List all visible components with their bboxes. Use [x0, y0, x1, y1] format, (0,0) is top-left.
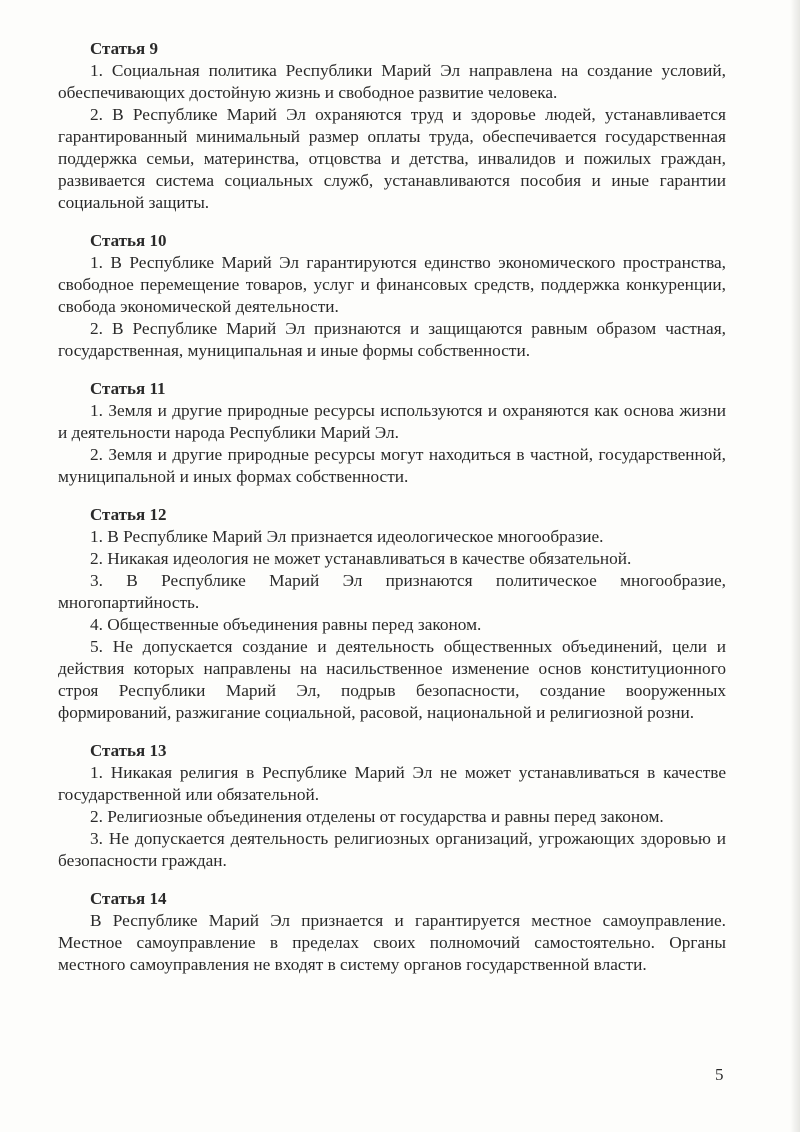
page-edge-shadow — [790, 0, 800, 1132]
article-title: Статья 11 — [90, 379, 166, 398]
article-13 — [58, 740, 726, 872]
article-paragraph: 2. В Республике Марий Эл признаются и защищаются равным образом частная, государственная, муниципальная и иные формы собственности. — [58, 319, 726, 360]
article-paragraph: 2. В Республике Марий Эл охраняются труд и здоровье людей, устанавливается гарантированный минимальный размер оплаты труда, обеспечивается государственная поддержка семьи, материнства, отцовства и детства, инвалидов и пожилых граждан, развивается система социальных служб, устанавливаются пособия и иные гарантии социальной защиты. — [58, 105, 726, 212]
article-title: Статья 10 — [90, 231, 167, 250]
article-paragraph: 1. Никакая религия в Республике Марий Эл не может устанавливаться в качестве государственной или обязательной. — [58, 763, 726, 804]
article-title: Статья 14 — [90, 889, 167, 908]
article-title: Статья 13 — [90, 741, 167, 760]
article-paragraph: В Республике Марий Эл признается и гарантируется местное самоуправление. Местное самоуправление в пределах своих полномочий самостоятельно. Органы местного самоуправления не входят в систему органов государственной власти. — [58, 911, 726, 974]
article-title: Статья 12 — [90, 505, 167, 524]
article-paragraph: 1. В Республике Марий Эл признается идеологическое многообразие. — [90, 527, 604, 546]
article-10 — [58, 230, 726, 362]
article-paragraph: 2. Никакая идеология не может устанавливаться в качестве обязательной. — [90, 549, 632, 568]
article-paragraph: 1. Земля и другие природные ресурсы используются и охраняются как основа жизни и деятельности народа Республики Марий Эл. — [58, 401, 726, 442]
article-paragraph: 4. Общественные объединения равны перед законом. — [90, 615, 482, 634]
article-paragraph: 5. Не допускается создание и деятельность общественных объединений, цели и действия которых направлены на насильственное изменение основ конституционного строя Республики Марий Эл, подрыв безопасности, создание вооруженных формирований, разжигание социальной, расовой, национальной и религиозной розни. — [58, 637, 726, 722]
article-paragraph: 1. Социальная политика Республики Марий Эл направлена на создание условий, обеспечивающих достойную жизнь и свободное развитие человека. — [58, 61, 726, 102]
article-9 — [58, 38, 726, 214]
article-paragraph: 3. В Республике Марий Эл признаются политическое многообразие, многопартийность. — [58, 571, 726, 612]
article-11 — [58, 378, 726, 488]
article-14 — [58, 888, 726, 976]
article-12 — [58, 504, 726, 724]
page-number: 5 — [715, 1065, 724, 1084]
article-paragraph: 2. Земля и другие природные ресурсы могут находиться в частной, государственной, муниципальной и иных формах собственности. — [58, 445, 726, 486]
article-paragraph: 2. Религиозные объединения отделены от государства и равны перед законом. — [90, 807, 664, 826]
article-paragraph: 1. В Республике Марий Эл гарантируются единство экономического пространства, свободное перемещение товаров, услуг и финансовых средств, поддержка конкуренции, свобода экономической деятельности. — [58, 253, 726, 316]
article-title: Статья 9 — [90, 39, 158, 58]
article-paragraph: 3. Не допускается деятельность религиозных организаций, угрожающих здоровью и безопасности граждан. — [58, 829, 726, 870]
